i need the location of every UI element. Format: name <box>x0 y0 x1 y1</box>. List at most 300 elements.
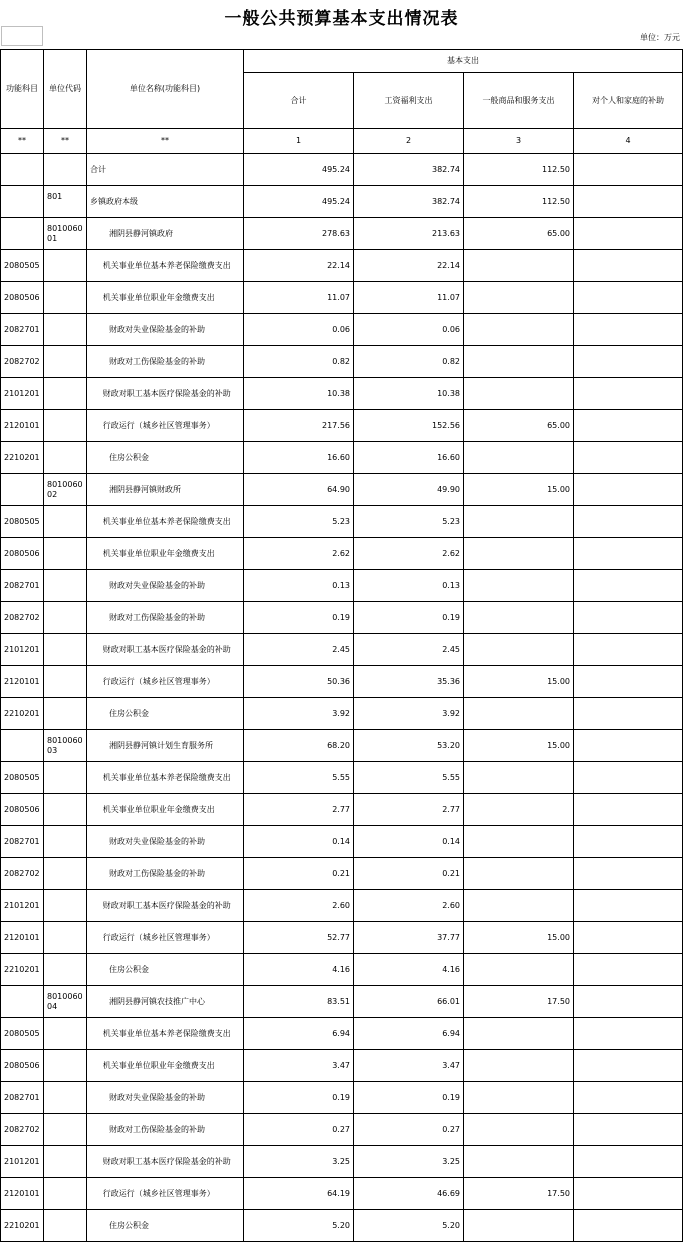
unit-code-cell <box>44 410 87 442</box>
subsidy-cell <box>574 666 683 698</box>
total-cell: 0.27 <box>244 1114 354 1146</box>
table-row <box>1 410 683 442</box>
salary-cell: 0.06 <box>354 314 464 346</box>
index-cell: 1 <box>244 129 354 154</box>
func-code-cell: 2080506 <box>1 1050 44 1082</box>
total-cell: 83.51 <box>244 986 354 1018</box>
goods-cell: 65.00 <box>464 218 574 250</box>
total-cell: 3.25 <box>244 1146 354 1178</box>
header-unit-code: 单位代码 <box>44 50 87 129</box>
unit-name-cell: 机关事业单位职业年金缴费支出 <box>87 794 244 826</box>
goods-cell <box>464 442 574 474</box>
unit-name-cell: 机关事业单位基本养老保险缴费支出 <box>87 762 244 794</box>
func-code-cell: 2210201 <box>1 954 44 986</box>
unit-name-cell: 湘阴县静河镇农技推广中心 <box>87 986 244 1018</box>
salary-cell: 382.74 <box>354 186 464 218</box>
unit-name-cell: 财政对失业保险基金的补助 <box>87 826 244 858</box>
total-cell: 0.82 <box>244 346 354 378</box>
unit-name-cell: 财政对工伤保险基金的补助 <box>87 346 244 378</box>
subsidy-cell <box>574 186 683 218</box>
total-cell: 0.06 <box>244 314 354 346</box>
table-row <box>1 1050 683 1082</box>
unit-code-cell <box>44 506 87 538</box>
salary-cell: 3.25 <box>354 1146 464 1178</box>
total-cell: 22.14 <box>244 250 354 282</box>
table-row <box>1 1018 683 1050</box>
index-cell: ** <box>1 129 44 154</box>
header-salary: 工资福利支出 <box>354 73 464 129</box>
salary-cell: 0.82 <box>354 346 464 378</box>
unit-name-cell: 财政对工伤保险基金的补助 <box>87 602 244 634</box>
salary-cell: 11.07 <box>354 282 464 314</box>
salary-cell: 0.13 <box>354 570 464 602</box>
func-code-cell: 2101201 <box>1 634 44 666</box>
goods-cell <box>464 794 574 826</box>
subsidy-cell <box>574 762 683 794</box>
unit-code-text <box>47 512 83 532</box>
unit-code-cell <box>44 1210 87 1242</box>
unit-name-cell: 住房公积金 <box>87 698 244 730</box>
func-code-cell: 2120101 <box>1 1178 44 1210</box>
subsidy-cell <box>574 570 683 602</box>
goods-cell <box>464 250 574 282</box>
unit-name-cell: 住房公积金 <box>87 442 244 474</box>
subsidy-cell <box>574 986 683 1018</box>
salary-cell: 10.38 <box>354 378 464 410</box>
func-code-cell: 2082702 <box>1 346 44 378</box>
unit-name-cell: 住房公积金 <box>87 954 244 986</box>
func-code-cell: 2082701 <box>1 570 44 602</box>
table-row <box>1 858 683 890</box>
unit-code-cell <box>44 1178 87 1210</box>
table-row <box>1 1082 683 1114</box>
func-code-cell <box>1 730 44 762</box>
table-row <box>1 378 683 410</box>
unit-name-cell: 机关事业单位职业年金缴费支出 <box>87 538 244 570</box>
unit-code-cell <box>44 1146 87 1178</box>
total-cell: 495.24 <box>244 186 354 218</box>
salary-cell: 2.60 <box>354 890 464 922</box>
unit-code-cell <box>44 666 87 698</box>
header-func-subject: 功能科目 <box>1 50 44 129</box>
table-row <box>1 154 683 186</box>
salary-cell: 35.36 <box>354 666 464 698</box>
func-code-cell: 2210201 <box>1 442 44 474</box>
unit-code-text <box>47 864 83 884</box>
goods-cell <box>464 346 574 378</box>
table-row <box>1 1210 683 1242</box>
goods-cell <box>464 314 574 346</box>
unit-code-text <box>47 608 83 628</box>
unit-code-cell <box>44 1082 87 1114</box>
unit-code-text <box>47 928 83 948</box>
table-row <box>1 954 683 986</box>
unit-name-cell: 湘阴县静河镇计划生育服务所 <box>87 730 244 762</box>
total-cell: 5.20 <box>244 1210 354 1242</box>
goods-cell: 15.00 <box>464 474 574 506</box>
unit-code-text: 801006003 <box>47 735 83 755</box>
unit-code-text <box>47 896 83 916</box>
func-code-cell: 2080505 <box>1 506 44 538</box>
subsidy-cell <box>574 346 683 378</box>
salary-cell: 2.45 <box>354 634 464 666</box>
unit-code-text <box>47 832 83 852</box>
unit-code-cell <box>44 1018 87 1050</box>
goods-cell <box>464 1082 574 1114</box>
total-cell: 2.77 <box>244 794 354 826</box>
table-row <box>1 698 683 730</box>
subsidy-cell <box>574 826 683 858</box>
salary-cell: 2.77 <box>354 794 464 826</box>
table-row <box>1 1114 683 1146</box>
unit-code-cell <box>44 794 87 826</box>
unit-code-cell <box>44 570 87 602</box>
goods-cell: 112.50 <box>464 186 574 218</box>
total-cell: 2.62 <box>244 538 354 570</box>
unit-code-cell <box>44 890 87 922</box>
unit-code-cell <box>44 730 87 762</box>
unit-code-cell <box>44 154 87 186</box>
unit-name-cell: 财政对工伤保险基金的补助 <box>87 1114 244 1146</box>
func-code-cell: 2080506 <box>1 282 44 314</box>
table-row <box>1 1178 683 1210</box>
salary-cell: 3.92 <box>354 698 464 730</box>
subsidy-cell <box>574 954 683 986</box>
unit-code-text <box>47 352 83 372</box>
total-cell: 5.23 <box>244 506 354 538</box>
unit-code-cell <box>44 538 87 570</box>
func-code-cell: 2082702 <box>1 602 44 634</box>
goods-cell: 15.00 <box>464 922 574 954</box>
subsidy-cell <box>574 1082 683 1114</box>
salary-cell: 0.19 <box>354 602 464 634</box>
func-code-cell: 2101201 <box>1 890 44 922</box>
total-cell: 0.14 <box>244 826 354 858</box>
unit-name-cell: 财政对职工基本医疗保险基金的补助 <box>87 1146 244 1178</box>
unit-code-text <box>47 1152 83 1172</box>
goods-cell <box>464 1114 574 1146</box>
subsidy-cell <box>574 154 683 186</box>
func-code-cell: 2082701 <box>1 1082 44 1114</box>
total-cell: 217.56 <box>244 410 354 442</box>
subsidy-cell <box>574 698 683 730</box>
unit-code-cell <box>44 474 87 506</box>
table-row <box>1 282 683 314</box>
unit-code-text: 801006001 <box>47 223 83 243</box>
header-total: 合计 <box>244 73 354 129</box>
unit-code-cell <box>44 1050 87 1082</box>
goods-cell: 17.50 <box>464 986 574 1018</box>
total-cell: 3.47 <box>244 1050 354 1082</box>
unit-code-text <box>47 1056 83 1076</box>
corner-cell <box>1 26 43 46</box>
func-code-cell: 2101201 <box>1 1146 44 1178</box>
total-cell: 3.92 <box>244 698 354 730</box>
unit-code-text: 801006004 <box>47 991 83 1011</box>
unit-code-text <box>47 1088 83 1108</box>
table-row <box>1 506 683 538</box>
header-basic-spending: 基本支出 <box>244 50 683 73</box>
func-code-cell <box>1 474 44 506</box>
goods-cell <box>464 282 574 314</box>
table-row <box>1 986 683 1018</box>
total-cell: 278.63 <box>244 218 354 250</box>
table-body <box>1 154 683 1242</box>
total-cell: 6.94 <box>244 1018 354 1050</box>
unit-code-text <box>47 544 83 564</box>
subsidy-cell <box>574 1178 683 1210</box>
goods-cell: 112.50 <box>464 154 574 186</box>
unit-name-cell: 行政运行（城乡社区管理事务） <box>87 1178 244 1210</box>
func-code-cell: 2210201 <box>1 698 44 730</box>
unit-code-cell <box>44 346 87 378</box>
salary-cell: 6.94 <box>354 1018 464 1050</box>
goods-cell <box>464 762 574 794</box>
unit-code-cell <box>44 858 87 890</box>
unit-name-cell: 乡镇政府本级 <box>87 186 244 218</box>
func-code-cell: 2082701 <box>1 826 44 858</box>
unit-code-text <box>47 1216 83 1236</box>
subsidy-cell <box>574 730 683 762</box>
goods-cell <box>464 634 574 666</box>
unit-code-text <box>47 160 83 180</box>
salary-cell: 5.55 <box>354 762 464 794</box>
goods-cell <box>464 698 574 730</box>
salary-cell: 152.56 <box>354 410 464 442</box>
total-cell: 0.13 <box>244 570 354 602</box>
func-code-cell: 2082702 <box>1 1114 44 1146</box>
unit-code-cell <box>44 826 87 858</box>
unit-code-cell <box>44 218 87 250</box>
unit-name-cell: 财政对失业保险基金的补助 <box>87 570 244 602</box>
total-cell: 10.38 <box>244 378 354 410</box>
unit-name-cell: 湘阴县静河镇政府 <box>87 218 244 250</box>
unit-code-cell <box>44 282 87 314</box>
index-row <box>1 129 683 154</box>
unit-code-cell <box>44 250 87 282</box>
subsidy-cell <box>574 282 683 314</box>
unit-code-text <box>47 768 83 788</box>
table-row <box>1 602 683 634</box>
unit-code-cell <box>44 442 87 474</box>
total-cell: 5.55 <box>244 762 354 794</box>
unit-name-cell: 行政运行（城乡社区管理事务） <box>87 922 244 954</box>
table-row <box>1 794 683 826</box>
total-cell: 0.19 <box>244 1082 354 1114</box>
header-subsidy: 对个人和家庭的补助 <box>574 73 683 129</box>
index-cell: 2 <box>354 129 464 154</box>
table-row <box>1 890 683 922</box>
unit-name-cell: 机关事业单位基本养老保险缴费支出 <box>87 250 244 282</box>
unit-code-text <box>47 256 83 276</box>
subsidy-cell <box>574 474 683 506</box>
subsidy-cell <box>574 378 683 410</box>
subsidy-cell <box>574 922 683 954</box>
unit-name-cell: 行政运行（城乡社区管理事务） <box>87 410 244 442</box>
table-row <box>1 1146 683 1178</box>
unit-code-text <box>47 640 83 660</box>
unit-name-cell: 财政对失业保险基金的补助 <box>87 314 244 346</box>
subsidy-cell <box>574 442 683 474</box>
subsidy-cell <box>574 1210 683 1242</box>
table-row <box>1 922 683 954</box>
table-row <box>1 218 683 250</box>
func-code-cell <box>1 986 44 1018</box>
unit-name-cell: 机关事业单位基本养老保险缴费支出 <box>87 1018 244 1050</box>
unit-code-cell <box>44 922 87 954</box>
unit-code-text <box>47 384 83 404</box>
subsidy-cell <box>574 538 683 570</box>
unit-code-cell <box>44 602 87 634</box>
unit-code-text <box>47 288 83 308</box>
unit-code-cell <box>44 634 87 666</box>
table-row <box>1 314 683 346</box>
unit-name-cell: 湘阴县静河镇财政所 <box>87 474 244 506</box>
goods-cell <box>464 1146 574 1178</box>
table-row <box>1 442 683 474</box>
func-code-cell <box>1 154 44 186</box>
unit-code-text: 801 <box>47 191 63 201</box>
index-cell: ** <box>44 129 87 154</box>
total-cell: 64.90 <box>244 474 354 506</box>
goods-cell <box>464 506 574 538</box>
goods-cell <box>464 1210 574 1242</box>
unit-code-text <box>47 704 83 724</box>
salary-cell: 37.77 <box>354 922 464 954</box>
table-row <box>1 570 683 602</box>
goods-cell <box>464 890 574 922</box>
salary-cell: 53.20 <box>354 730 464 762</box>
budget-table <box>0 49 683 1242</box>
subsidy-cell <box>574 1018 683 1050</box>
salary-cell: 16.60 <box>354 442 464 474</box>
func-code-cell: 2080505 <box>1 762 44 794</box>
func-code-cell: 2101201 <box>1 378 44 410</box>
unit-code-text: 801006002 <box>47 479 83 499</box>
unit-code-cell <box>44 698 87 730</box>
unit-code-text <box>47 1184 83 1204</box>
salary-cell: 49.90 <box>354 474 464 506</box>
func-code-cell: 2210201 <box>1 1210 44 1242</box>
goods-cell <box>464 1018 574 1050</box>
table-row <box>1 346 683 378</box>
unit-code-text <box>47 576 83 596</box>
salary-cell: 0.27 <box>354 1114 464 1146</box>
total-cell: 50.36 <box>244 666 354 698</box>
total-cell: 64.19 <box>244 1178 354 1210</box>
table-row <box>1 826 683 858</box>
unit-code-text <box>47 1024 83 1044</box>
unit-name-cell: 财政对失业保险基金的补助 <box>87 1082 244 1114</box>
unit-name-cell: 机关事业单位职业年金缴费支出 <box>87 282 244 314</box>
subsidy-cell <box>574 506 683 538</box>
goods-cell: 65.00 <box>464 410 574 442</box>
goods-cell: 15.00 <box>464 666 574 698</box>
index-cell: ** <box>87 129 244 154</box>
total-cell: 2.60 <box>244 890 354 922</box>
unit-code-text <box>47 320 83 340</box>
unit-name-cell: 财政对职工基本医疗保险基金的补助 <box>87 378 244 410</box>
total-cell: 0.19 <box>244 602 354 634</box>
subsidy-cell <box>574 1114 683 1146</box>
total-cell: 0.21 <box>244 858 354 890</box>
unit-label: 单位：万元 <box>640 33 680 42</box>
table-row <box>1 186 683 218</box>
salary-cell: 5.23 <box>354 506 464 538</box>
unit-code-text <box>47 1120 83 1140</box>
unit-code-text <box>47 672 83 692</box>
table-row <box>1 762 683 794</box>
unit-code-cell <box>44 314 87 346</box>
subsidy-cell <box>574 410 683 442</box>
goods-cell <box>464 378 574 410</box>
subsidy-cell <box>574 1050 683 1082</box>
unit-code-text <box>47 960 83 980</box>
subsidy-cell <box>574 890 683 922</box>
unit-code-text <box>47 416 83 436</box>
subsidy-cell <box>574 1146 683 1178</box>
unit-code-text <box>47 448 83 468</box>
table-row <box>1 634 683 666</box>
table-row <box>1 666 683 698</box>
unit-code-cell <box>44 378 87 410</box>
table-row <box>1 474 683 506</box>
total-cell: 52.77 <box>244 922 354 954</box>
goods-cell <box>464 538 574 570</box>
goods-cell <box>464 858 574 890</box>
salary-cell: 4.16 <box>354 954 464 986</box>
total-cell: 4.16 <box>244 954 354 986</box>
unit-name-cell: 行政运行（城乡社区管理事务） <box>87 666 244 698</box>
func-code-cell: 2080505 <box>1 250 44 282</box>
unit-name-cell: 合计 <box>87 154 244 186</box>
table-row <box>1 730 683 762</box>
func-code-cell <box>1 218 44 250</box>
total-cell: 11.07 <box>244 282 354 314</box>
goods-cell <box>464 570 574 602</box>
total-cell: 68.20 <box>244 730 354 762</box>
subsidy-cell <box>574 858 683 890</box>
func-code-cell: 2082702 <box>1 858 44 890</box>
goods-cell: 17.50 <box>464 1178 574 1210</box>
index-cell: 3 <box>464 129 574 154</box>
index-cell: 4 <box>574 129 683 154</box>
salary-cell: 66.01 <box>354 986 464 1018</box>
unit-code-text <box>47 800 83 820</box>
unit-code-cell <box>44 986 87 1018</box>
subsidy-cell <box>574 250 683 282</box>
header-goods: 一般商品和服务支出 <box>464 73 574 129</box>
table-row <box>1 250 683 282</box>
salary-cell: 0.14 <box>354 826 464 858</box>
func-code-cell: 2120101 <box>1 922 44 954</box>
unit-name-cell: 财政对工伤保险基金的补助 <box>87 858 244 890</box>
unit-code-cell <box>44 1114 87 1146</box>
unit-code-cell <box>44 954 87 986</box>
func-code-cell: 2082701 <box>1 314 44 346</box>
salary-cell: 0.19 <box>354 1082 464 1114</box>
salary-cell: 0.21 <box>354 858 464 890</box>
subsidy-cell <box>574 602 683 634</box>
unit-name-cell: 财政对职工基本医疗保险基金的补助 <box>87 890 244 922</box>
salary-cell: 22.14 <box>354 250 464 282</box>
unit-name-cell: 机关事业单位基本养老保险缴费支出 <box>87 506 244 538</box>
unit-code-cell <box>44 186 87 218</box>
unit-name-cell: 机关事业单位职业年金缴费支出 <box>87 1050 244 1082</box>
salary-cell: 2.62 <box>354 538 464 570</box>
salary-cell: 382.74 <box>354 154 464 186</box>
total-cell: 2.45 <box>244 634 354 666</box>
